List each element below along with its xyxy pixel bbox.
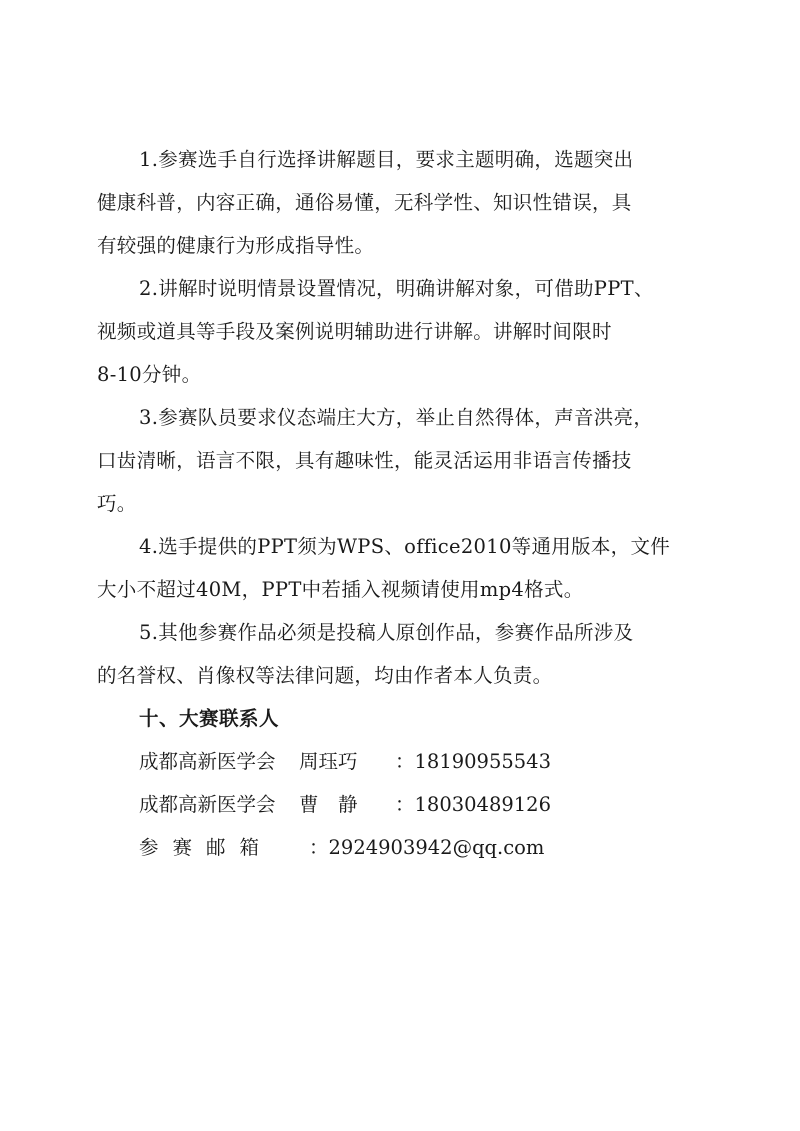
contact-person: 曹 静 <box>299 793 358 816</box>
email-address[interactable]: ：2924903942@qq.com <box>309 836 545 859</box>
contact-row <box>97 740 687 783</box>
rule-2-line-2: 视频或道具等手段及案例说明辅助进行讲解。讲解时间限时 <box>97 320 612 343</box>
contact-org: 成都高新医学会 <box>139 793 276 816</box>
contact-phone: ：18030489126 <box>395 793 551 816</box>
rule-4 <box>97 525 687 611</box>
rule-2-line-3: 8-10分钟。 <box>97 363 202 386</box>
rule-3-line-2: 口齿清晰，语言不限，具有趣味性，能灵活运用非语言传播技 <box>97 449 632 472</box>
rule-5-line-1: 5.其他参赛作品必须是投稿人原创作品，参赛作品所涉及 <box>139 621 634 644</box>
rule-1-line-1: 1.参赛选手自行选择讲解题目，要求主题明确，选题突出 <box>139 148 634 171</box>
rule-4-line-1: 4.选手提供的PPT须为WPS、office2010等通用版本，文件 <box>139 535 671 558</box>
contact-org: 成都高新医学会 <box>139 750 276 773</box>
document-content <box>97 138 687 869</box>
rule-1-line-2: 健康科普，内容正确，通俗易懂，无科学性、知识性错误，具 <box>97 191 632 214</box>
rule-1 <box>97 138 687 267</box>
email-row <box>97 826 687 869</box>
contact-row <box>97 783 687 826</box>
email-label: 参赛邮箱 <box>139 836 274 859</box>
rule-3-line-3: 巧。 <box>97 492 137 515</box>
rule-4-line-2: 大小不超过40M，PPT中若插入视频请使用mp4格式。 <box>97 578 584 601</box>
rule-5 <box>97 611 687 697</box>
rule-2 <box>97 267 687 396</box>
rule-1-line-3: 有较强的健康行为形成指导性。 <box>97 234 375 257</box>
rule-5-line-2: 的名誉权、肖像权等法律问题，均由作者本人负责。 <box>97 664 553 687</box>
contact-phone: ：18190955543 <box>395 750 551 773</box>
contact-section-heading: 十、大赛联系人 <box>139 707 280 730</box>
rule-2-line-1: 2.讲解时说明情景设置情况，明确讲解对象，可借助PPT、 <box>139 277 654 300</box>
rule-3-line-1: 3.参赛队员要求仪态端庄大方，举止自然得体，声音洪亮， <box>139 406 654 429</box>
rule-3 <box>97 396 687 525</box>
contact-person: 周珏巧 <box>299 750 358 773</box>
